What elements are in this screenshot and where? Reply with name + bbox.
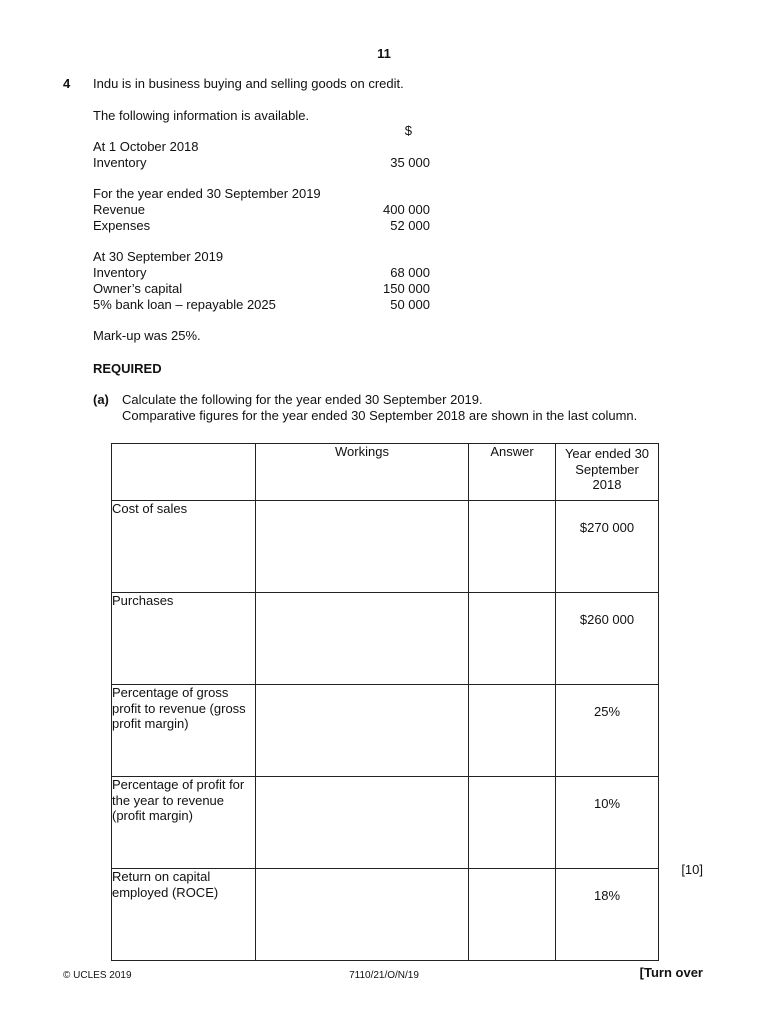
- item-amount: 50 000: [390, 297, 430, 312]
- table-row: [112, 777, 659, 869]
- section-heading-opening: At 1 October 2018: [93, 139, 199, 154]
- required-heading: REQUIRED: [93, 361, 162, 376]
- question-intro: Indu is in business buying and selling goods on credit.: [93, 76, 404, 91]
- answer-cell[interactable]: [469, 777, 556, 869]
- section-heading-year: For the year ended 30 September 2019: [93, 186, 321, 201]
- footer-turn-over: [Turn over: [639, 965, 703, 980]
- question-number: 4: [63, 76, 71, 91]
- item-label: Inventory: [93, 155, 147, 170]
- answer-cell[interactable]: [469, 501, 556, 593]
- part-a-comparative-note: Comparative figures for the year ended 30 September 2018 are shown in the last column.: [122, 408, 638, 423]
- comparative-value: 18%: [556, 869, 659, 961]
- table-row: [112, 685, 659, 777]
- table-row: [112, 869, 659, 961]
- markup-note: Mark-up was 25%.: [93, 328, 201, 343]
- row-label: Return on capital employed (ROCE): [112, 869, 256, 961]
- item-amount: 68 000: [390, 265, 430, 280]
- section-heading-closing: At 30 September 2019: [93, 249, 224, 264]
- comparative-value: 10%: [556, 777, 659, 869]
- item-label: 5% bank loan – repayable 2025: [93, 297, 276, 312]
- item-amount: 150 000: [383, 281, 430, 296]
- page-number: 11: [377, 46, 391, 61]
- comparative-value: 25%: [556, 685, 659, 777]
- row-label: Purchases: [112, 593, 256, 685]
- row-label: Percentage of profit for the year to revenue (profit margin): [112, 777, 256, 869]
- comparative-value: $260 000: [556, 593, 659, 685]
- workings-cell[interactable]: [256, 869, 469, 961]
- item-amount: 400 000: [383, 202, 430, 217]
- answer-table: [111, 443, 659, 961]
- item-amount: 35 000: [390, 155, 430, 170]
- table-row: [112, 501, 659, 593]
- table-header-row: [112, 444, 659, 501]
- header-answer: Answer: [469, 444, 556, 501]
- part-a-label: (a): [93, 392, 109, 407]
- currency-header: $: [404, 123, 412, 138]
- footer-paper-code: 7110/21/O/N/19: [349, 970, 419, 981]
- part-a-instruction: Calculate the following for the year ended 30 September 2019.: [122, 392, 483, 407]
- item-label: Revenue: [93, 202, 146, 217]
- header-workings: Workings: [256, 444, 469, 501]
- table-row: [112, 593, 659, 685]
- workings-cell[interactable]: [256, 501, 469, 593]
- footer-copyright: © UCLES 2019: [63, 970, 132, 981]
- item-label: Expenses: [93, 218, 151, 233]
- item-label: Owner’s capital: [93, 281, 183, 296]
- info-line: The following information is available.: [93, 108, 310, 123]
- marks-total: [10]: [681, 862, 703, 877]
- comparative-value: $270 000: [556, 501, 659, 593]
- answer-cell[interactable]: [469, 869, 556, 961]
- workings-cell[interactable]: [256, 593, 469, 685]
- workings-cell[interactable]: [256, 685, 469, 777]
- answer-cell[interactable]: [469, 593, 556, 685]
- row-label: Percentage of gross profit to revenue (gross profit margin): [112, 685, 256, 777]
- answer-cell[interactable]: [469, 685, 556, 777]
- row-label: Cost of sales: [112, 501, 256, 593]
- workings-cell[interactable]: [256, 777, 469, 869]
- item-amount: 52 000: [390, 218, 430, 233]
- item-label: Inventory: [93, 265, 147, 280]
- header-comparative: Year ended 30 September 2018: [556, 444, 659, 501]
- header-blank-cell: [112, 444, 256, 501]
